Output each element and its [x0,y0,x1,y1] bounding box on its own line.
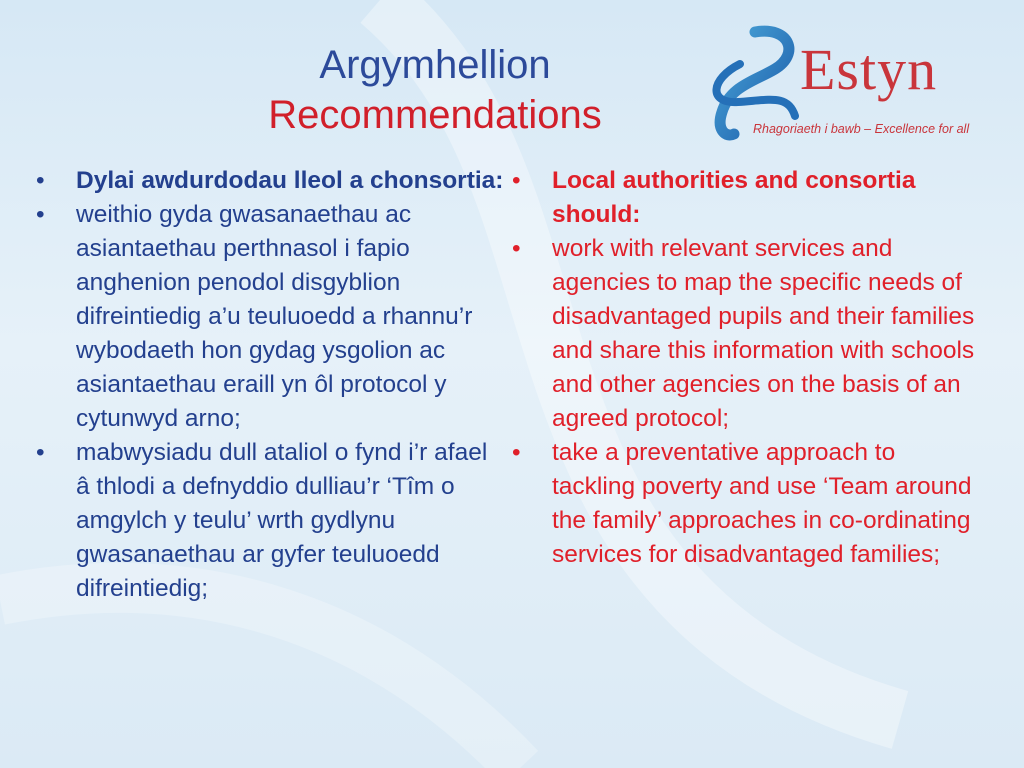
english-column [512,164,982,572]
list-item [36,198,506,436]
logo-tagline: Rhagoriaeth i bawb – Excellence for all [753,122,970,136]
welsh-column [36,164,506,606]
welsh-heading: Dylai awdurdodau lleol a chonsortia: [76,167,504,194]
list-item [512,164,982,232]
bullet: • [512,167,521,194]
list-item [512,232,982,436]
bullet: • [512,235,521,262]
english-item-2: take a preventative approach to tackling poverty and use ‘Team around the family’ approaches in co-ordinating services for disadvantaged families; [552,439,972,568]
bullet: • [36,167,45,194]
bullet: • [512,439,521,466]
slide-title [200,40,670,140]
bullet: • [36,439,45,466]
list-item [512,436,982,572]
bullet: • [36,201,45,228]
english-heading: Local authorities and consortia should: [552,167,916,228]
welsh-item-1: weithio gyda gwasanaethau ac asiantaethau perthnasol i fapio anghenion penodol disgyblion difreintiedig a’u teuluoedd a rhannu’r wybodaeth hon gydag ysgolion ac asiantaethau eraill yn ôl protocol y cytunwyd arno; [76,201,473,432]
logo-wordmark: Estyn [800,37,938,102]
title-welsh: Argymhellion [319,43,551,87]
list-item [36,436,506,606]
list-item [36,164,506,198]
welsh-item-2: mabwysiadu dull ataliol o fynd i’r afael â thlodi a defnyddio dulliau’r ‘Tîm o amgylch y teulu’ wrth gydlynu gwasanaethau ar gyfer teuluoedd difreintiedig; [76,439,488,602]
english-item-1: work with relevant services and agencies to map the specific needs of disadvantaged pupils and their families and share this information with schools and other agencies on the basis of an agreed protocol; [552,235,975,432]
estyn-logo [700,24,990,142]
title-english: Recommendations [268,93,602,137]
